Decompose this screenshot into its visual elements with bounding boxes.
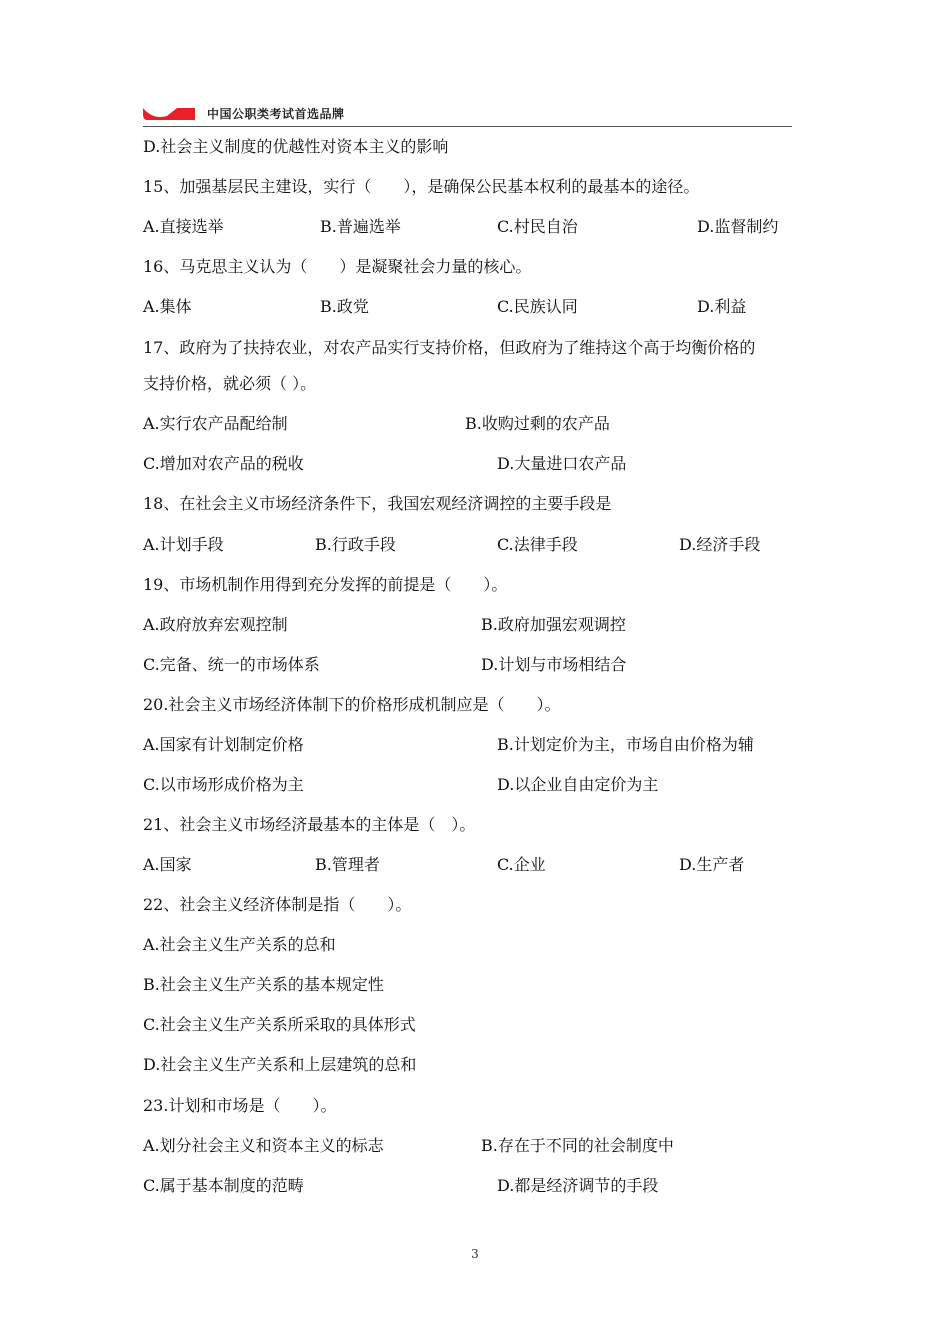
q15-option-c: C.村民自治 [497, 217, 578, 236]
brand-slogan: 中国公职类考试首选品牌 [207, 107, 345, 121]
q20-option-a: A.国家有计划制定价格 [143, 735, 304, 754]
q22-option-a: A.社会主义生产关系的总和 [143, 935, 336, 954]
q18-option-a: A.计划手段 [143, 535, 224, 554]
q20-question: 20.社会主义市场经济体制下的价格形成机制应是（ ）。 [143, 695, 561, 714]
q16-question: 16、马克思主义认为（ ）是凝聚社会力量的核心。 [143, 257, 532, 276]
q19-option-b: B.政府加强宏观调控 [481, 615, 626, 634]
brand-logo-icon [143, 106, 195, 120]
q18-option-d: D.经济手段 [679, 535, 761, 554]
q17-option-d: D.大量进口农产品 [497, 454, 627, 473]
q23-option-a: A.划分社会主义和资本主义的标志 [143, 1136, 384, 1155]
q20-option-b: B.计划定价为主，市场自由价格为辅 [497, 735, 754, 754]
q21-question: 21、社会主义市场经济最基本的主体是（ ）。 [143, 815, 476, 834]
q23-option-b: B.存在于不同的社会制度中 [481, 1136, 674, 1155]
q21-option-b: B.管理者 [315, 855, 380, 874]
q14-option-d: D.社会主义制度的优越性对资本主义的影响 [143, 137, 449, 156]
q19-option-a: A.政府放弃宏观控制 [143, 615, 288, 634]
q15-option-b: B.普遍选举 [320, 217, 401, 236]
q17-question-line1: 17、政府为了扶持农业，对农产品实行支持价格，但政府为了维持这个高于均衡价格的 [143, 338, 756, 357]
q23-option-c: C.属于基本制度的范畴 [143, 1176, 304, 1195]
q20-option-d: D.以企业自由定价为主 [497, 775, 659, 794]
q21-option-d: D.生产者 [679, 855, 745, 874]
q19-question: 19、市场机制作用得到充分发挥的前提是（ ）。 [143, 575, 508, 594]
q16-option-d: D.利益 [697, 297, 747, 316]
q17-option-a: A.实行农产品配给制 [143, 414, 288, 433]
q23-option-d: D.都是经济调节的手段 [497, 1176, 659, 1195]
q17-question-line2: 支持价格，就必须（ ）。 [143, 374, 317, 393]
page-header [143, 100, 792, 127]
q19-option-c: C.完备、统一的市场体系 [143, 655, 320, 674]
q15-option-d: D.监督制约 [697, 217, 779, 236]
q19-option-d: D.计划与市场相结合 [481, 655, 627, 674]
q22-option-c: C.社会主义生产关系所采取的具体形式 [143, 1015, 416, 1034]
q16-option-b: B.政党 [320, 297, 369, 316]
page-number: 3 [471, 1247, 479, 1261]
q15-option-a: A.直接选举 [143, 217, 224, 236]
q22-option-b: B.社会主义生产关系的基本规定性 [143, 975, 384, 994]
q22-question: 22、社会主义经济体制是指（ ）。 [143, 895, 412, 914]
q18-question: 18、在社会主义市场经济条件下，我国宏观经济调控的主要手段是 [143, 494, 612, 513]
q15-question: 15、加强基层民主建设，实行（ ），是确保公民基本权利的最基本的途径。 [143, 177, 700, 196]
q18-option-c: C.法律手段 [497, 535, 578, 554]
q20-option-c: C.以市场形成价格为主 [143, 775, 304, 794]
q22-option-d: D.社会主义生产关系和上层建筑的总和 [143, 1055, 417, 1074]
q16-option-c: C.民族认同 [497, 297, 578, 316]
q17-option-c: C.增加对农产品的税收 [143, 454, 304, 473]
q21-option-a: A.国家 [143, 855, 192, 874]
q16-option-a: A.集体 [143, 297, 192, 316]
q23-question: 23.计划和市场是（ ）。 [143, 1096, 337, 1115]
q17-option-b: B.收购过剩的农产品 [465, 414, 610, 433]
q18-option-b: B.行政手段 [315, 535, 396, 554]
q21-option-c: C.企业 [497, 855, 546, 874]
